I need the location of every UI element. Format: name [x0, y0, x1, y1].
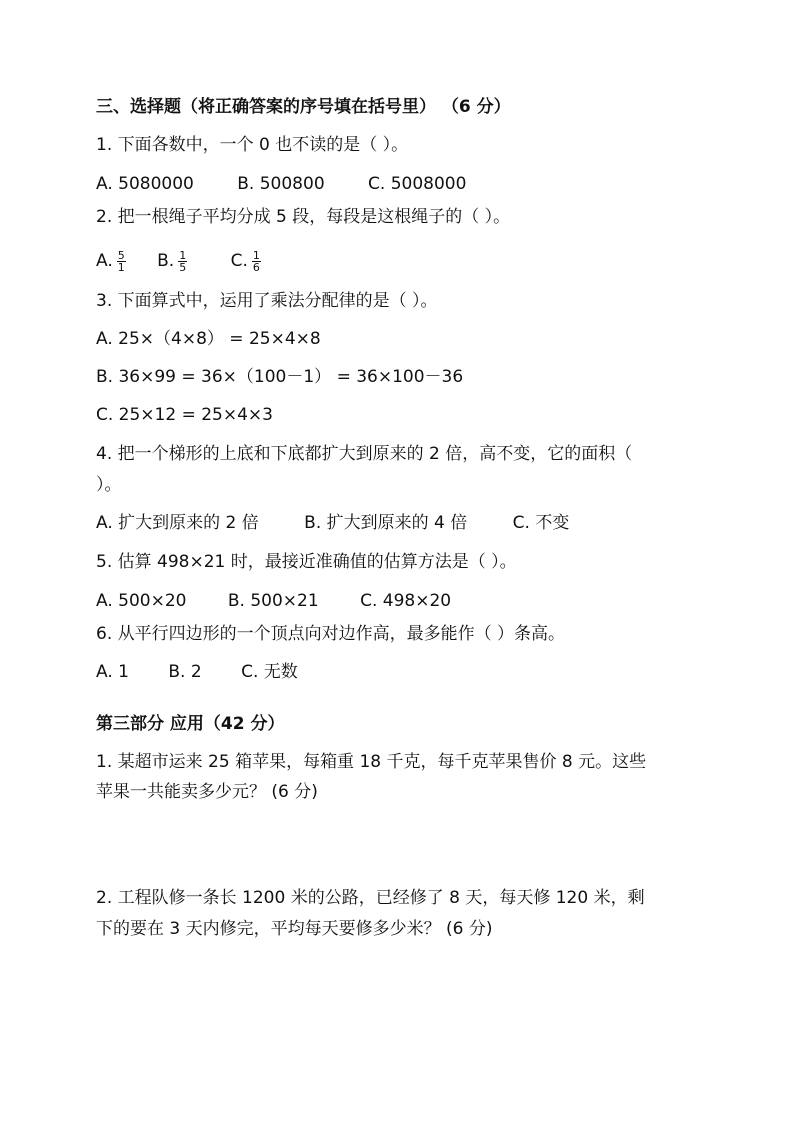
option-b: B. 500800 — [237, 174, 325, 194]
fraction: $\frac{5}{1}$ — [117, 248, 125, 274]
option-c: C. 不变 — [512, 513, 570, 533]
question-2-stem: 2. 把一根绳子平均分成 5 段，每段是这根绳子的（ ）。 — [96, 207, 511, 227]
option-b: B. 500×21 — [227, 591, 319, 611]
question-3-option-b: B. 36×99 = 36×（100－1） = 36×100－36 — [96, 367, 464, 387]
fraction: $\frac{1}{5}$ — [179, 248, 187, 274]
option-c: C. $\frac{1}{6}$ — [230, 248, 260, 274]
option-b: B. 扩大到原来的 4 倍 — [304, 513, 468, 533]
question-4-options — [96, 512, 569, 534]
option-a: A. 1 — [96, 662, 129, 682]
question-6-stem: 6. 从平行四边形的一个顶点向对边作高，最多能作（ ）条高。 — [96, 624, 566, 644]
question-5-options — [96, 590, 451, 612]
option-b: B. $\frac{1}{5}$ — [157, 248, 187, 274]
question-1-options — [96, 173, 466, 195]
question-2-options — [96, 246, 261, 276]
section-title-application: 第三部分 应用（42 分） — [96, 714, 285, 734]
fraction: $\frac{1}{6}$ — [252, 248, 260, 274]
problem-2-line2: 下的要在 3 天内修完，平均每天要修多少米？ (6 分) — [96, 919, 493, 939]
question-4-stem-line2: ）。 — [96, 475, 122, 495]
section-title-choice: 三、选择题（将正确答案的序号填在括号里） （6 分） — [96, 97, 511, 117]
question-4-stem-line1: 4. 把一个梯形的上底和下底都扩大到原来的 2 倍，高不变，它的面积（ — [96, 444, 633, 464]
question-3-stem: 3. 下面算式中，运用了乘法分配律的是（ ）。 — [96, 291, 438, 311]
problem-1-line1: 1. 某超市运来 25 箱苹果，每箱重 18 千克，每千克苹果售价 8 元。这些 — [96, 752, 647, 772]
option-a: A. 5080000 — [96, 174, 194, 194]
option-c: C. 498×20 — [360, 591, 452, 611]
question-6-options — [96, 661, 298, 683]
option-c: C. 无数 — [241, 662, 298, 682]
option-a: A. 扩大到原来的 2 倍 — [96, 513, 259, 533]
option-c: C. 5008000 — [368, 174, 467, 194]
option-a: A. $\frac{5}{1}$ — [96, 248, 125, 274]
option-a: A. 500×20 — [96, 591, 187, 611]
problem-2-line1: 2. 工程队修一条长 1200 米的公路，已经修了 8 天，每天修 120 米，剩 — [96, 888, 645, 908]
question-3-option-a: A. 25×（4×8） = 25×4×8 — [96, 329, 321, 349]
option-b: B. 2 — [168, 662, 202, 682]
question-5-stem: 5. 估算 498×21 时，最接近准确值的估算方法是（ ）。 — [96, 552, 517, 572]
problem-1-line2: 苹果一共能卖多少元？ (6 分) — [96, 782, 318, 802]
question-1-stem: 1. 下面各数中，一个 0 也不读的是（ ）。 — [96, 135, 409, 155]
question-3-option-c: C. 25×12 = 25×4×3 — [96, 405, 273, 425]
